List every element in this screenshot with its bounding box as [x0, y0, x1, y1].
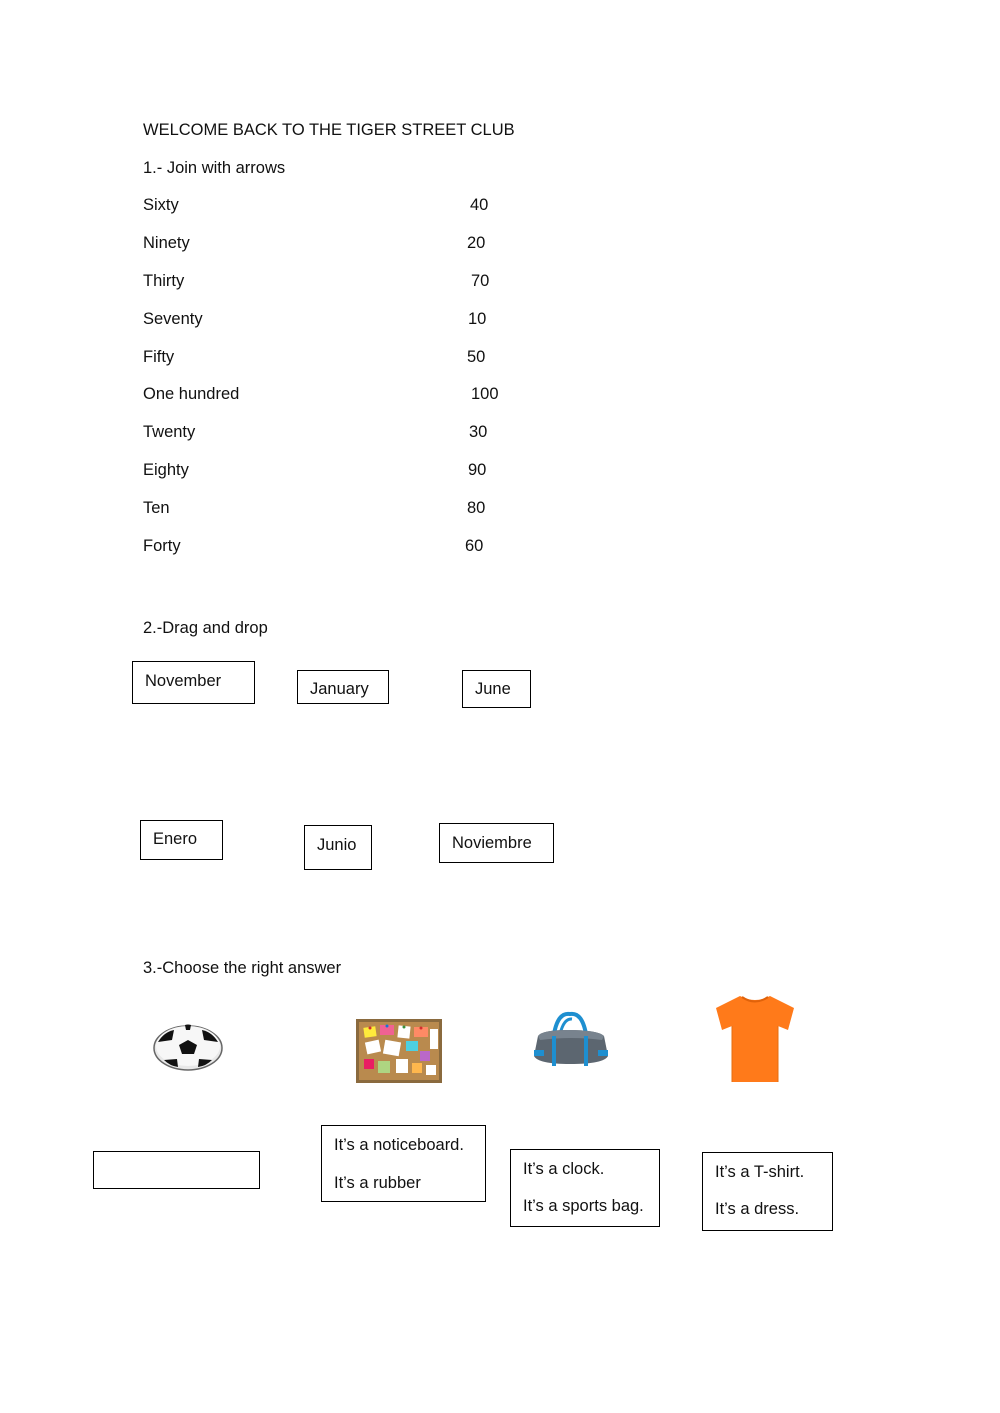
number-item[interactable]: 80 [467, 499, 486, 517]
noticeboard-icon [356, 1019, 442, 1083]
answer-option[interactable]: It’s a dress. [715, 1200, 800, 1218]
answer-box-t-shirt[interactable] [702, 1152, 833, 1231]
number-item[interactable]: 50 [467, 348, 486, 366]
answer-option[interactable]: It’s a noticeboard. [334, 1136, 464, 1154]
answer-box-noticeboard[interactable] [321, 1125, 486, 1202]
draggable-label: January [310, 680, 369, 698]
word-item[interactable]: Fifty [143, 348, 175, 366]
answer-option[interactable]: It’s a T-shirt. [715, 1163, 805, 1181]
page-title: WELCOME BACK TO THE TIGER STREET CLUB [143, 121, 515, 139]
draggable-label: November [145, 672, 222, 690]
drop-target-enero[interactable] [140, 820, 223, 860]
number-item[interactable]: 20 [467, 234, 486, 252]
word-item[interactable]: Seventy [143, 310, 203, 328]
answer-option[interactable]: It’s a clock. [523, 1160, 605, 1178]
drop-target-label: Enero [153, 830, 198, 848]
word-item[interactable]: Twenty [143, 423, 196, 441]
word-item[interactable]: Thirty [143, 272, 185, 290]
answer-box-sports-bag[interactable] [510, 1149, 660, 1227]
number-item[interactable]: 70 [471, 272, 490, 290]
word-item[interactable]: Forty [143, 537, 181, 555]
football-icon [150, 1020, 226, 1072]
drop-target-label: Junio [317, 836, 357, 854]
number-item[interactable]: 60 [465, 537, 484, 555]
drop-target-label: Noviembre [452, 834, 532, 852]
draggable-label: June [475, 680, 511, 698]
draggable-june[interactable] [462, 670, 531, 708]
word-item[interactable]: Ten [143, 499, 170, 517]
draggable-january[interactable] [297, 670, 389, 704]
number-item[interactable]: 100 [471, 385, 499, 403]
number-item[interactable]: 90 [468, 461, 487, 479]
answer-option[interactable]: It’s a sports bag. [523, 1197, 644, 1215]
word-item[interactable]: Eighty [143, 461, 189, 479]
word-item[interactable]: Ninety [143, 234, 190, 252]
word-item[interactable]: Sixty [143, 196, 179, 214]
section1-heading: 1.- Join with arrows [143, 159, 286, 177]
drop-target-junio[interactable] [304, 825, 372, 870]
word-item[interactable]: One hundred [143, 385, 240, 403]
section2-heading: 2.-Drag and drop [143, 619, 268, 637]
number-item[interactable]: 10 [468, 310, 487, 328]
answer-option[interactable]: It’s a rubber [334, 1174, 421, 1192]
section3-heading: 3.-Choose the right answer [143, 959, 342, 977]
drop-target-noviembre[interactable] [439, 823, 554, 863]
number-item[interactable]: 40 [470, 196, 489, 214]
sports-bag-icon [532, 1010, 610, 1072]
draggable-november[interactable] [132, 661, 255, 704]
number-item[interactable]: 30 [469, 423, 488, 441]
t-shirt-icon [712, 992, 798, 1084]
answer-box-football[interactable] [93, 1151, 260, 1189]
